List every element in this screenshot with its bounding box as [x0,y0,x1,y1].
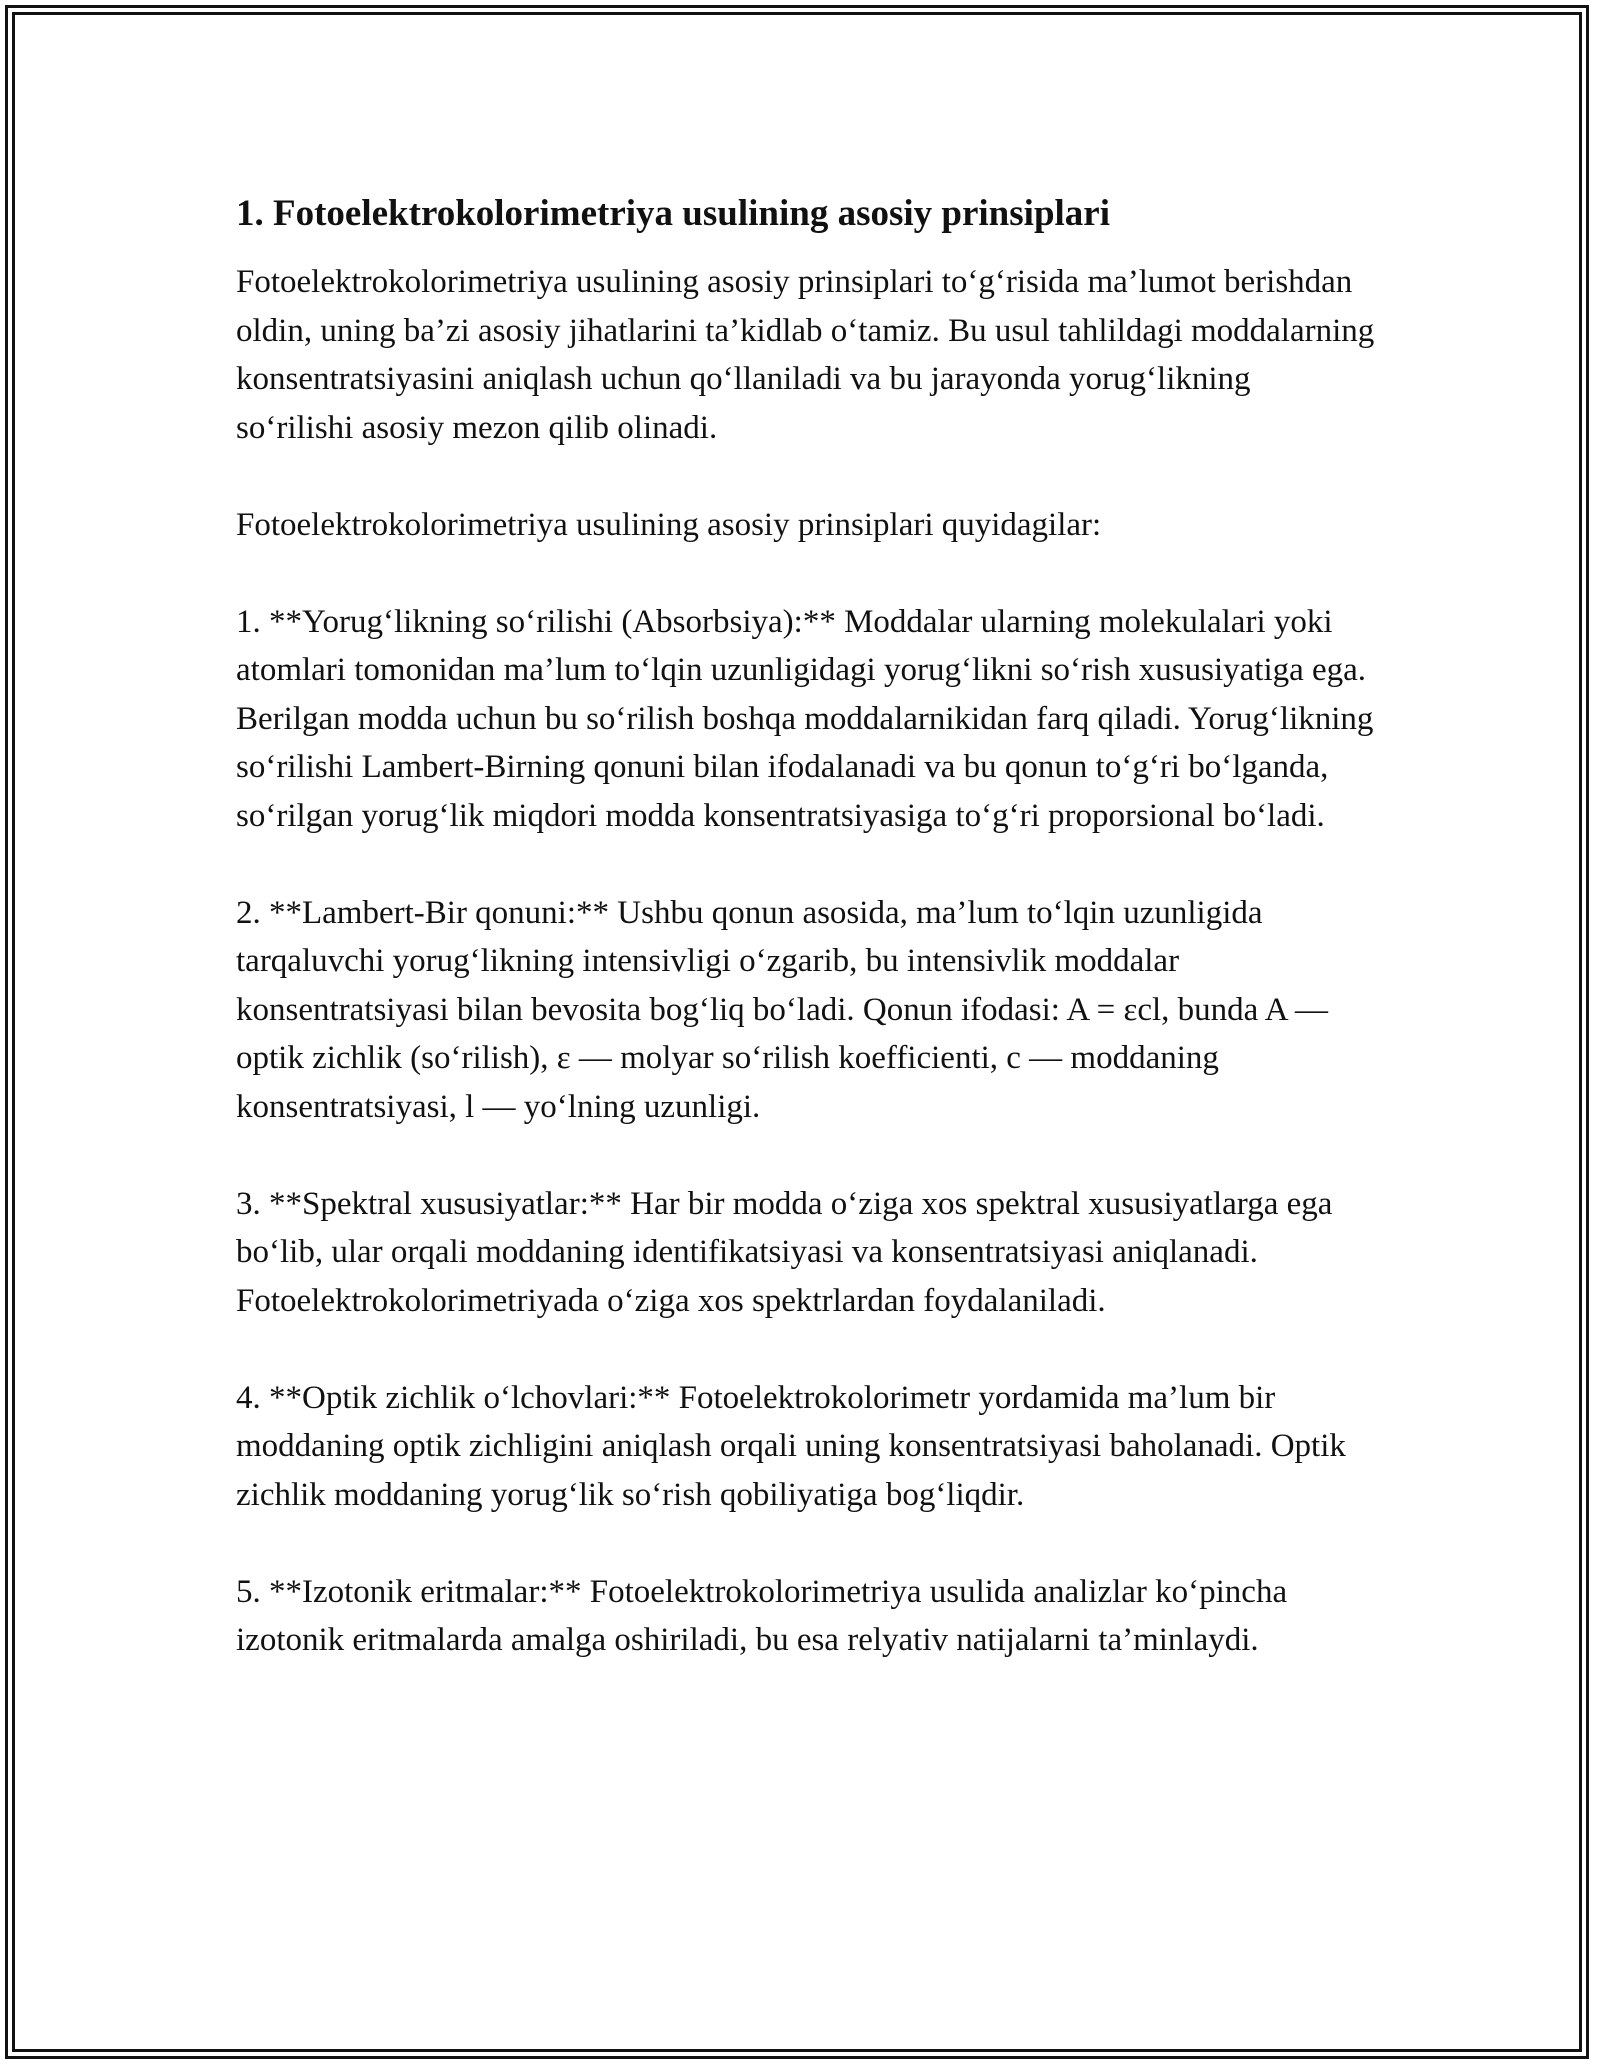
principle-item-2: 2. **Lambert-Bir qonuni:** Ushbu qonun asosida, ma’lum to‘lqin uzunligida tarqaluvchi yorug‘likning intensivligi o‘zgarib, bu intensivlik moddalar konsentratsiyasi bilan bevosita bog‘liq bo‘ladi. Qonun ifodasi: A = εcl, bunda A — optik zichlik (so‘rilish), ε — molyar so‘rilish koefficienti, c — moddaning konsentratsiyasi, l — yo‘lning uzunligi. [236,894,1329,1125]
intro-paragraph: Fotoelektrokolorimetriya usulining asosiy prinsiplari to‘g‘risida ma’lumot berishdan oldin, uning ba’zi asosiy jihatlarini ta’kidlab o‘tamiz. Bu usul tahlildagi moddalarning konsentratsiyasini aniqlash uchun qo‘llaniladi va bu jarayonda yorug‘likning so‘rilishi asosiy mezon qilib olinadi. [236,264,1375,446]
lead-paragraph: Fotoelektrokolorimetriya usulining asosiy prinsiplari quyidagilar: [236,506,1102,543]
principle-item-1: 1. **Yorug‘likning so‘rilishi (Absorbsiya):** Moddalar ularning molekulalari yoki atomlari tomonidan ma’lum to‘lqin uzunligidagi yorug‘likni so‘rish xususiyatiga ega. Berilgan modda uchun bu so‘rilish boshqa moddalarnikidan farq qiladi. Yorug‘likning so‘rilishi Lambert-Birning qonuni bilan ifodalanadi va bu qonun to‘g‘ri bo‘lganda, so‘rilgan yorug‘lik miqdori modda konsentratsiyasiga to‘g‘ri proporsional bo‘ladi. [236,603,1374,834]
principle-item-4: 4. **Optik zichlik o‘lchovlari:** Fotoelektrokolorimetr yordamida ma’lum bir moddaning optik zichligini aniqlash orqali uning konsentratsiyasi baholanadi. Optik zichlik moddaning yorug‘lik so‘rish qobiliyatiga bog‘liqdir. [236,1379,1346,1513]
principle-item-5: 5. **Izotonik eritmalar:** Fotoelektrokolorimetriya usulida analizlar ko‘pincha izotonik eritmalarda amalga oshiriladi, bu esa relyativ natijalarni ta’minlaydi. [236,1573,1288,1658]
principle-item-3: 3. **Spektral xususiyatlar:** Har bir modda o‘ziga xos spektral xususiyatlarga ega bo‘lib, ular orqali moddaning identifikatsiyasi va konsentratsiyasi aniqlanadi. Fotoelektrokolorimetriyada o‘ziga xos spektrlardan foydalaniladi. [236,1185,1333,1319]
document-body [236,186,1376,1665]
section-heading: 1. Fotoelektrokolorimetriya usulining asosiy prinsiplari [236,193,1110,234]
